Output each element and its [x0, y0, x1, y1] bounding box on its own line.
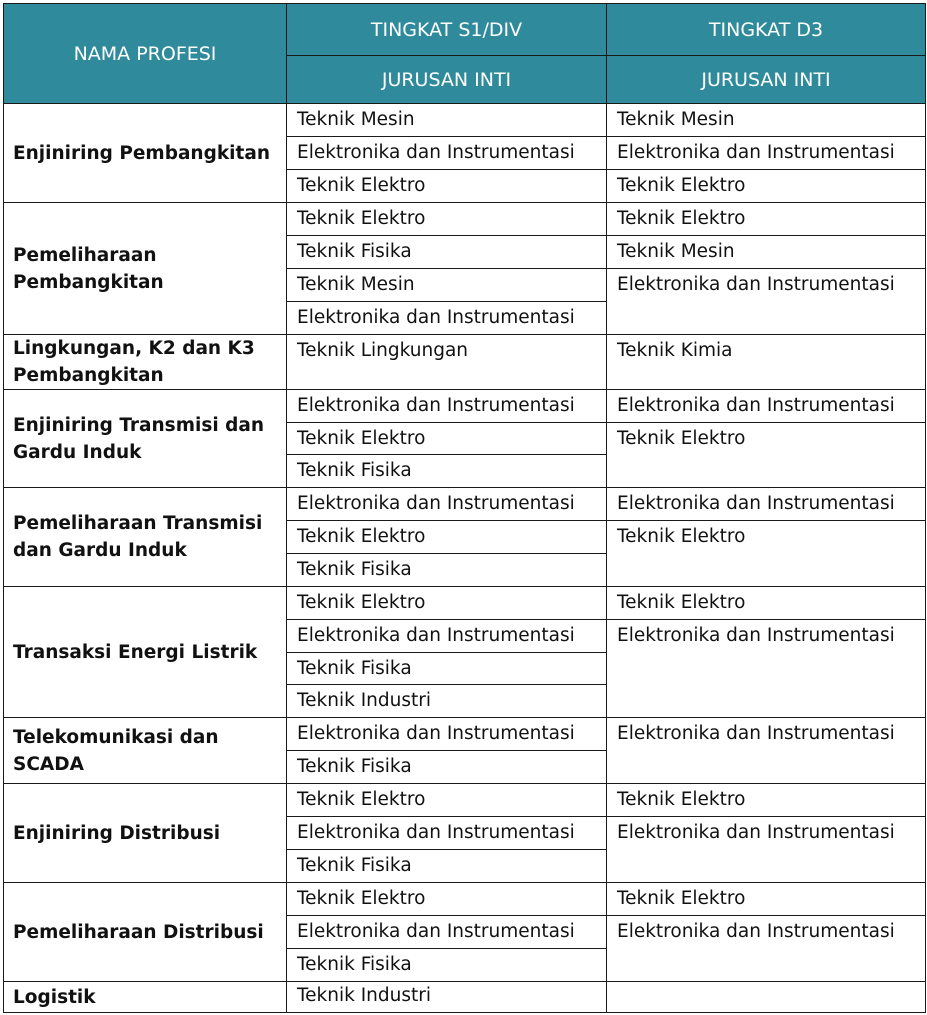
major-s1: Elektronika dan Instrumentasi	[287, 817, 607, 850]
major-s1: Teknik Elektro	[287, 521, 607, 554]
major-s1: Teknik Fisika	[287, 653, 607, 685]
major-d3: Elektronika dan Instrumentasi	[607, 269, 926, 335]
table-row	[4, 982, 926, 1013]
header-jurusan-d3: JURUSAN INTI	[607, 56, 926, 104]
major-s1: Elektronika dan Instrumentasi	[287, 488, 607, 521]
profession-name: Lingkungan, K2 dan K3 Pembangkitan	[4, 335, 287, 390]
major-s1: Teknik Elektro	[287, 423, 607, 455]
major-d3: Elektronika dan Instrumentasi	[607, 137, 926, 170]
table-row	[4, 335, 926, 390]
major-s1: Teknik Mesin	[287, 104, 607, 137]
major-s1: Teknik Fisika	[287, 236, 607, 269]
table-row	[4, 883, 926, 916]
profession-name: Enjiniring Distribusi	[4, 784, 287, 883]
major-d3-empty	[607, 982, 926, 1013]
major-d3: Elektronika dan Instrumentasi	[607, 718, 926, 784]
major-s1: Elektronika dan Instrumentasi	[287, 302, 607, 335]
major-d3: Teknik Elektro	[607, 423, 926, 488]
major-s1: Teknik Elektro	[287, 170, 607, 203]
major-s1: Teknik Mesin	[287, 269, 607, 302]
header-jurusan-s1: JURUSAN INTI	[287, 56, 607, 104]
major-s1: Teknik Fisika	[287, 455, 607, 488]
header-row-1	[4, 4, 926, 56]
profession-name: Telekomunikasi dan SCADA	[4, 718, 287, 784]
profession-name: Transaksi Energi Listrik	[4, 587, 287, 718]
table-row	[4, 718, 926, 751]
header-nama-profesi: NAMA PROFESI	[4, 4, 287, 104]
major-d3: Teknik Elektro	[607, 170, 926, 203]
major-d3: Teknik Elektro	[607, 203, 926, 236]
major-s1: Elektronika dan Instrumentasi	[287, 137, 607, 170]
header-tingkat-s1: TINGKAT S1/DIV	[287, 4, 607, 56]
major-s1: Elektronika dan Instrumentasi	[287, 718, 607, 751]
profession-name: Enjiniring Pembangkitan	[4, 104, 287, 203]
major-d3: Teknik Elektro	[607, 587, 926, 620]
major-s1: Teknik Fisika	[287, 949, 607, 982]
major-s1: Elektronika dan Instrumentasi	[287, 390, 607, 423]
major-s1: Teknik Fisika	[287, 850, 607, 883]
major-s1: Teknik Elektro	[287, 587, 607, 620]
major-d3: Teknik Elektro	[607, 784, 926, 817]
table-row	[4, 104, 926, 137]
header-tingkat-d3: TINGKAT D3	[607, 4, 926, 56]
table-row	[4, 784, 926, 817]
profession-name: Pemeliharaan Pembangkitan	[4, 203, 287, 335]
major-s1: Teknik Elektro	[287, 784, 607, 817]
major-s1: Teknik Elektro	[287, 203, 607, 236]
profession-name: Pemeliharaan Distribusi	[4, 883, 287, 982]
major-d3: Elektronika dan Instrumentasi	[607, 916, 926, 982]
table-row	[4, 488, 926, 521]
major-s1: Teknik Industri	[287, 685, 607, 718]
profession-name: Logistik	[4, 982, 287, 1013]
major-s1: Teknik Elektro	[287, 883, 607, 916]
major-d3: Elektronika dan Instrumentasi	[607, 620, 926, 718]
major-d3: Teknik Mesin	[607, 236, 926, 269]
profession-name: Pemeliharaan Transmisi dan Gardu Induk	[4, 488, 287, 587]
major-s1: Elektronika dan Instrumentasi	[287, 916, 607, 949]
major-s1: Teknik Lingkungan	[287, 335, 607, 390]
profession-name: Enjiniring Transmisi dan Gardu Induk	[4, 390, 287, 488]
major-d3: Elektronika dan Instrumentasi	[607, 817, 926, 883]
major-s1: Elektronika dan Instrumentasi	[287, 620, 607, 653]
table-row	[4, 203, 926, 236]
major-d3: Teknik Elektro	[607, 521, 926, 587]
major-s1: Teknik Industri	[287, 982, 607, 1013]
major-d3: Elektronika dan Instrumentasi	[607, 390, 926, 423]
major-d3: Elektronika dan Instrumentasi	[607, 488, 926, 521]
major-d3: Teknik Elektro	[607, 883, 926, 916]
major-d3: Teknik Kimia	[607, 335, 926, 390]
profession-table	[3, 3, 926, 1013]
table-row	[4, 587, 926, 620]
major-s1: Teknik Fisika	[287, 554, 607, 587]
table-row	[4, 390, 926, 423]
major-s1: Teknik Fisika	[287, 751, 607, 784]
major-d3: Teknik Mesin	[607, 104, 926, 137]
